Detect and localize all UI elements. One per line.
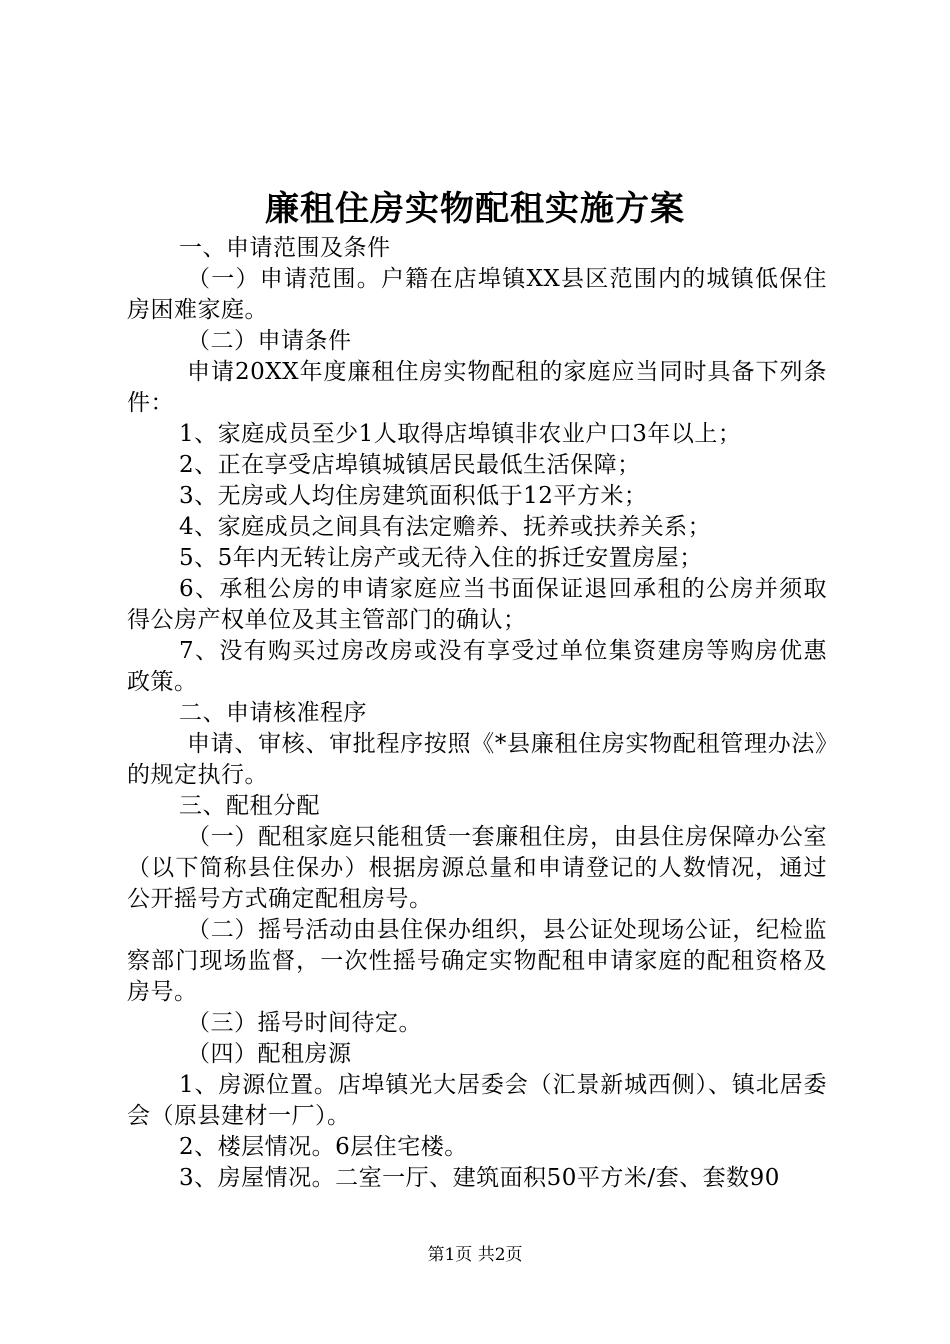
paragraph: （三）摇号时间待定。 [187, 1010, 422, 1036]
section-heading-2: 二、申请核准程序 [179, 700, 367, 726]
list-item: 3、房屋情况。二室一厅、建筑面积50平方米/套、套数90 [179, 1165, 780, 1191]
document-title: 廉租住房实物配租实施方案 [265, 189, 685, 229]
list-item: 1、房源位置。店埠镇光大居委会（汇景新城西侧）、镇北居委会（原县建材一厂）。 [127, 1072, 827, 1129]
paragraph: （四）配租房源 [187, 1041, 352, 1067]
paragraph: （二）摇号活动由县住保办组织，县公证处现场公证，纪检监察部门现场监督，一次性摇号确定实物配租申请家庭的配租资格及房号。 [127, 917, 827, 1005]
list-item: 1、家庭成员至少1人取得店埠镇非农业户口3年以上； [179, 421, 742, 447]
paragraph: （二）申请条件 [187, 328, 352, 354]
paragraph: 申请、审核、审批程序按照《*县廉租住房实物配租管理办法》的规定执行。 [127, 731, 827, 788]
paragraph: （一）申请范围。户籍在店埠镇XX县区范围内的城镇低保住房困难家庭。 [127, 266, 827, 323]
list-item: 7、没有购买过房改房或没有享受过单位集资建房等购房优惠政策。 [127, 638, 827, 695]
section-heading-3: 三、配租分配 [179, 793, 320, 819]
page-footer: 第1页 共2页 [427, 1245, 523, 1265]
paragraph: 申请20XX年度廉租住房实物配租的家庭应当同时具备下列条件： [127, 359, 827, 416]
list-item: 4、家庭成员之间具有法定赡养、抚养或扶养关系； [179, 514, 712, 540]
paragraph: （一）配租家庭只能租赁一套廉租住房，由县住房保障办公室（以下简称县住保办）根据房源总量和申请登记的人数情况，通过公开摇号方式确定配租房号。 [127, 824, 827, 912]
list-item: 3、无房或人均住房建筑面积低于12平方米； [179, 483, 648, 509]
list-item: 2、楼层情况。6层住宅楼。 [179, 1134, 468, 1160]
list-item: 2、正在享受店埠镇城镇居民最低生活保障； [179, 452, 641, 478]
list-item: 5、5年内无转让房产或无待入住的拆迁安置房屋； [179, 545, 703, 571]
section-heading-1: 一、申请范围及条件 [179, 235, 391, 261]
document-body [127, 233, 827, 1194]
list-item: 6、承租公房的申请家庭应当书面保证退回承租的公房并须取得公房产权单位及其主管部门的确认； [127, 576, 827, 633]
